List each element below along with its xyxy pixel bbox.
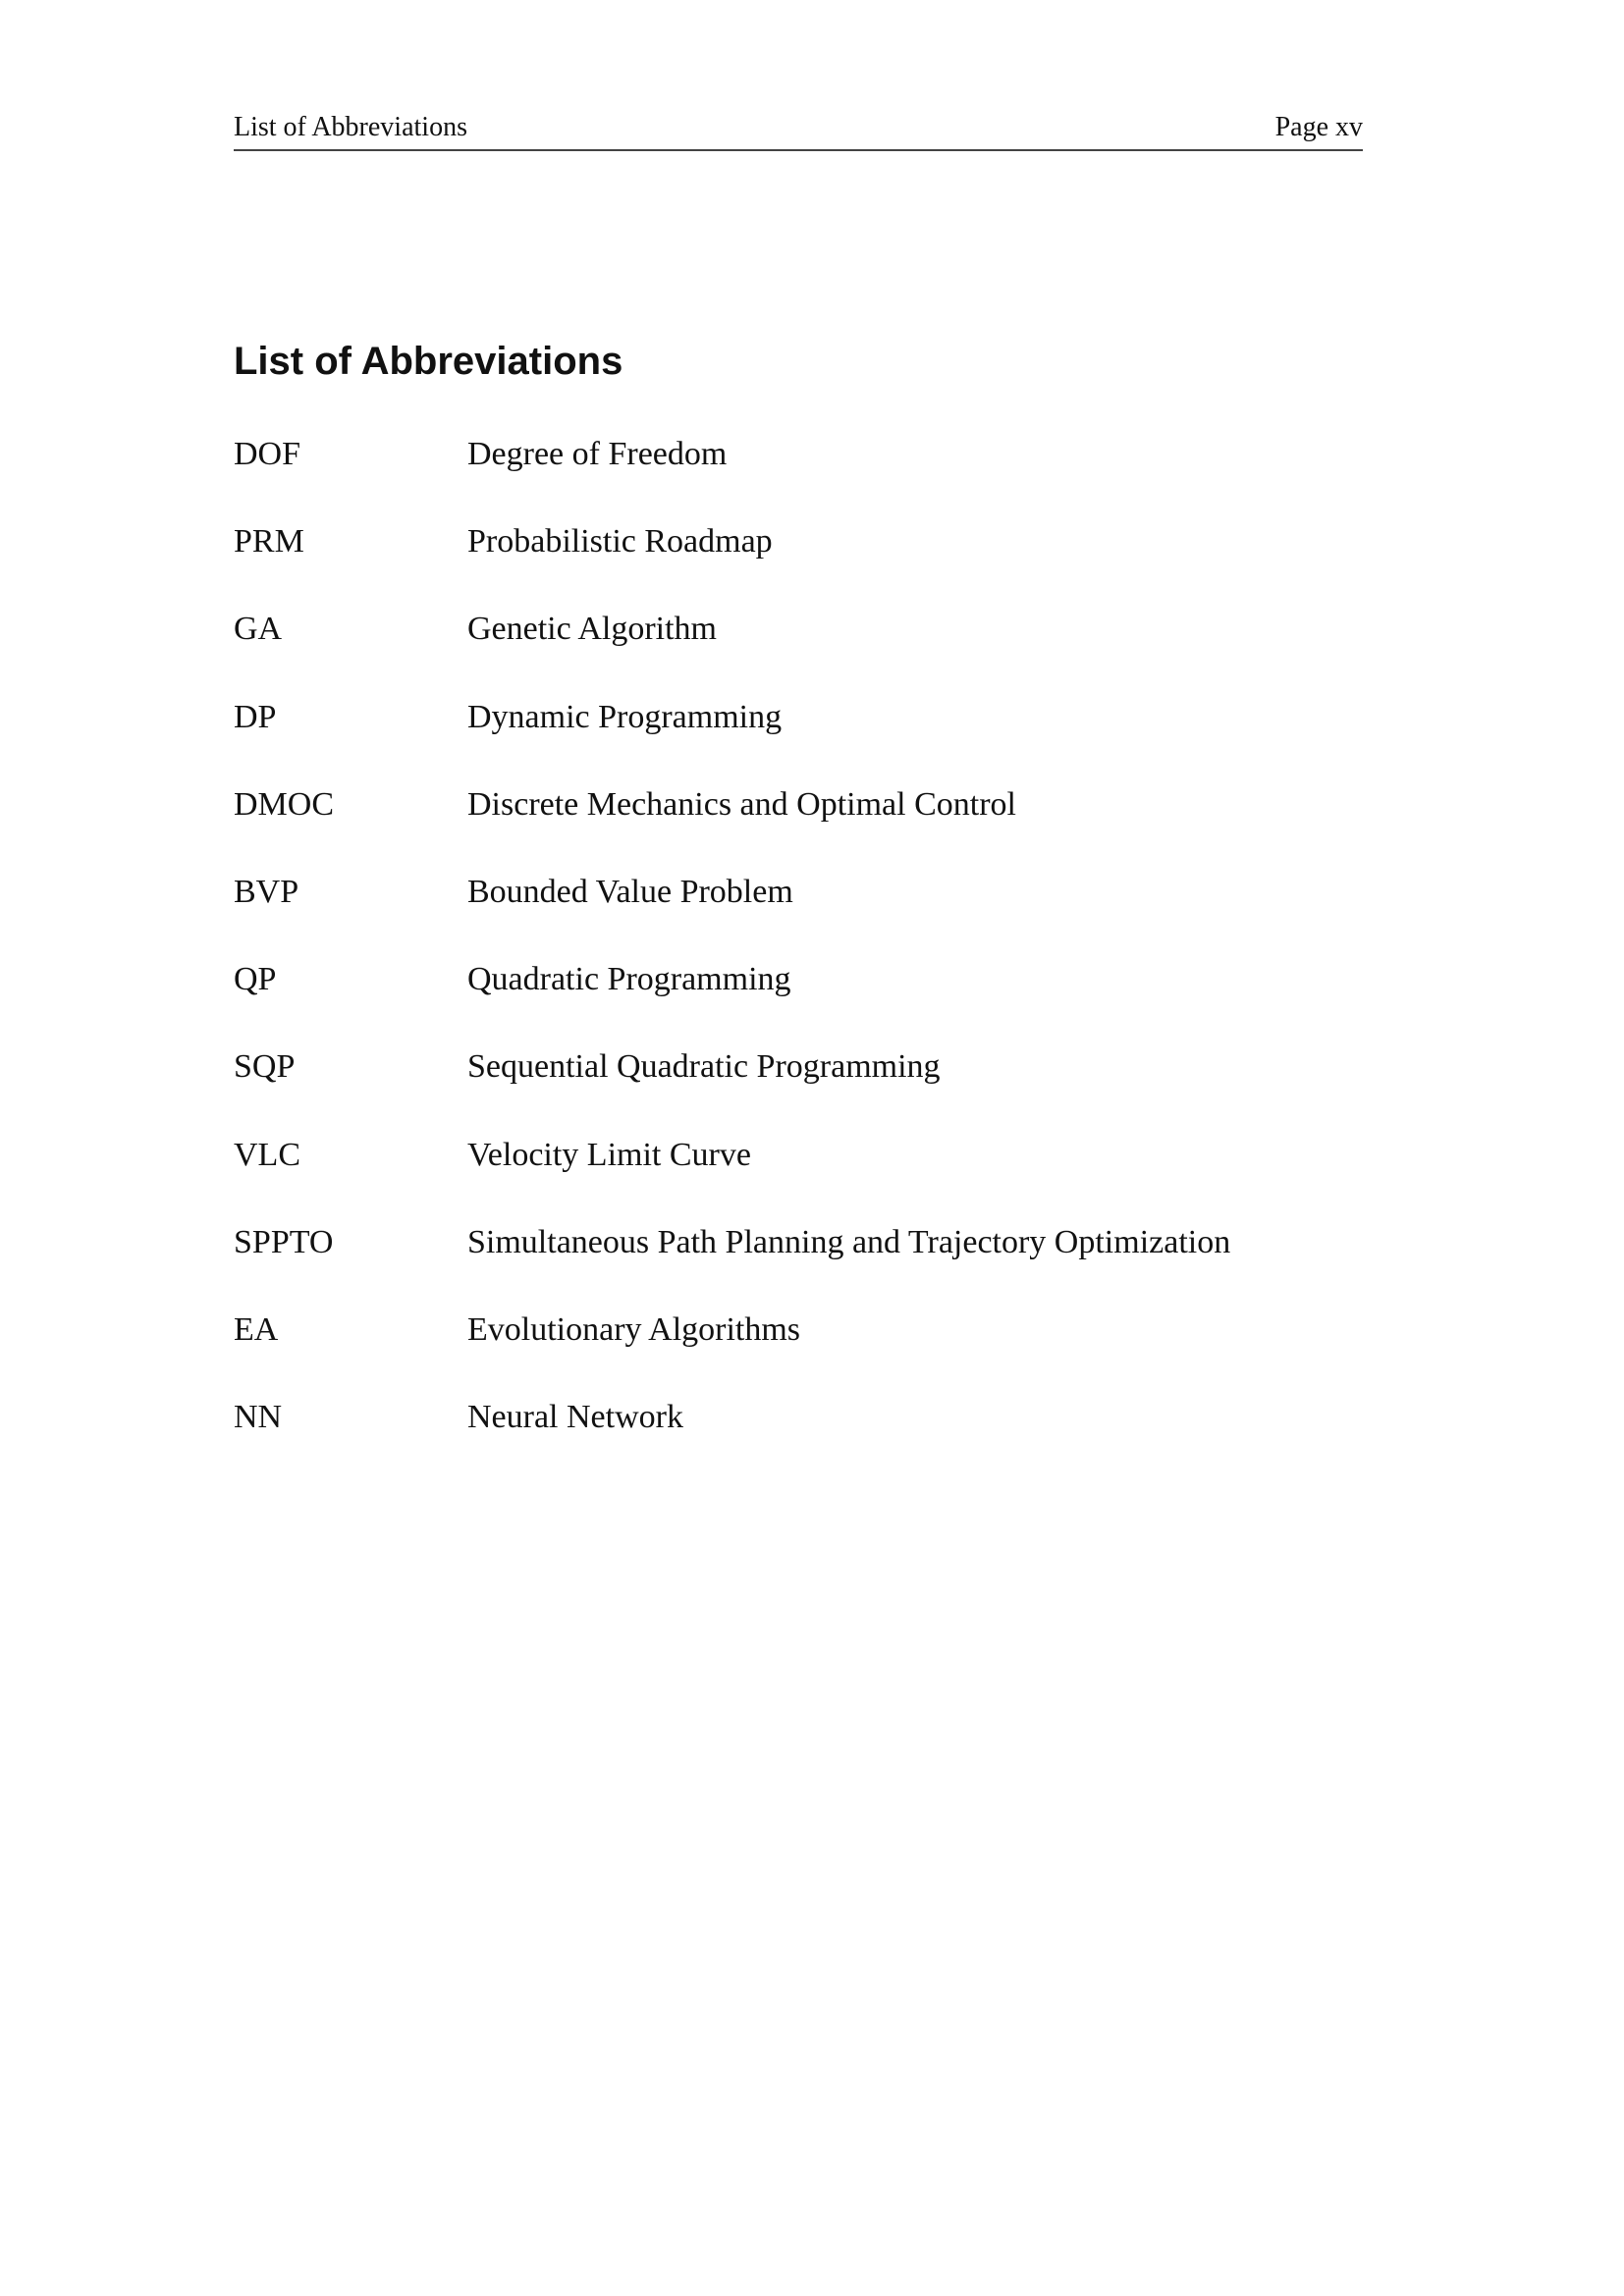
abbreviation-definition: Quadratic Programming: [467, 961, 791, 998]
abbreviation-term: GA: [234, 611, 283, 648]
abbreviation-row: [234, 780, 1412, 868]
abbreviation-term: EA: [234, 1310, 279, 1348]
abbreviation-term: SPPTO: [234, 1223, 334, 1260]
abbreviation-row: [234, 1218, 1412, 1306]
abbreviation-term: SQP: [234, 1048, 296, 1086]
abbreviation-term: QP: [234, 961, 277, 998]
abbreviation-term: PRM: [234, 523, 304, 561]
abbreviation-term: DMOC: [234, 785, 335, 823]
abbreviation-definition: Evolutionary Algorithms: [467, 1310, 801, 1348]
abbreviation-row: [234, 693, 1412, 780]
abbreviation-definition: Probabilistic Roadmap: [467, 523, 773, 561]
abbreviation-definition: Dynamic Programming: [467, 698, 783, 735]
abbreviation-term: DP: [234, 698, 277, 735]
abbreviation-definition: Sequential Quadratic Programming: [467, 1048, 941, 1086]
abbreviation-row: [234, 1393, 1412, 1480]
abbreviation-row: [234, 955, 1412, 1042]
abbreviation-row: [234, 1042, 1412, 1130]
abbreviation-row: [234, 430, 1412, 517]
header-page-number: Page xv: [1274, 112, 1363, 142]
abbreviation-row: [234, 605, 1412, 692]
abbreviation-definition: Bounded Value Problem: [467, 873, 793, 910]
abbreviation-row: [234, 1306, 1412, 1393]
abbreviation-definition: Neural Network: [467, 1399, 683, 1436]
abbreviation-term: VLC: [234, 1136, 300, 1173]
abbreviation-term: BVP: [234, 873, 299, 910]
abbreviation-term: DOF: [234, 436, 301, 472]
abbreviation-definition: Discrete Mechanics and Optimal Control: [467, 785, 1016, 823]
abbreviation-definition: Genetic Algorithm: [467, 611, 718, 648]
abbreviation-definition: Velocity Limit Curve: [467, 1136, 751, 1173]
abbreviation-definition: Degree of Freedom: [467, 436, 728, 472]
abbreviation-row: [234, 1131, 1412, 1218]
abbreviation-term: NN: [234, 1399, 283, 1436]
abbreviation-row: [234, 868, 1412, 955]
page-title: List of Abbreviations: [234, 340, 623, 383]
abbreviation-list: [234, 430, 1412, 1480]
running-header: [234, 110, 1363, 151]
abbreviation-row: [234, 517, 1412, 605]
header-section-title: List of Abbreviations: [234, 112, 467, 142]
abbreviation-definition: Simultaneous Path Planning and Trajectory Optimization: [467, 1223, 1231, 1260]
